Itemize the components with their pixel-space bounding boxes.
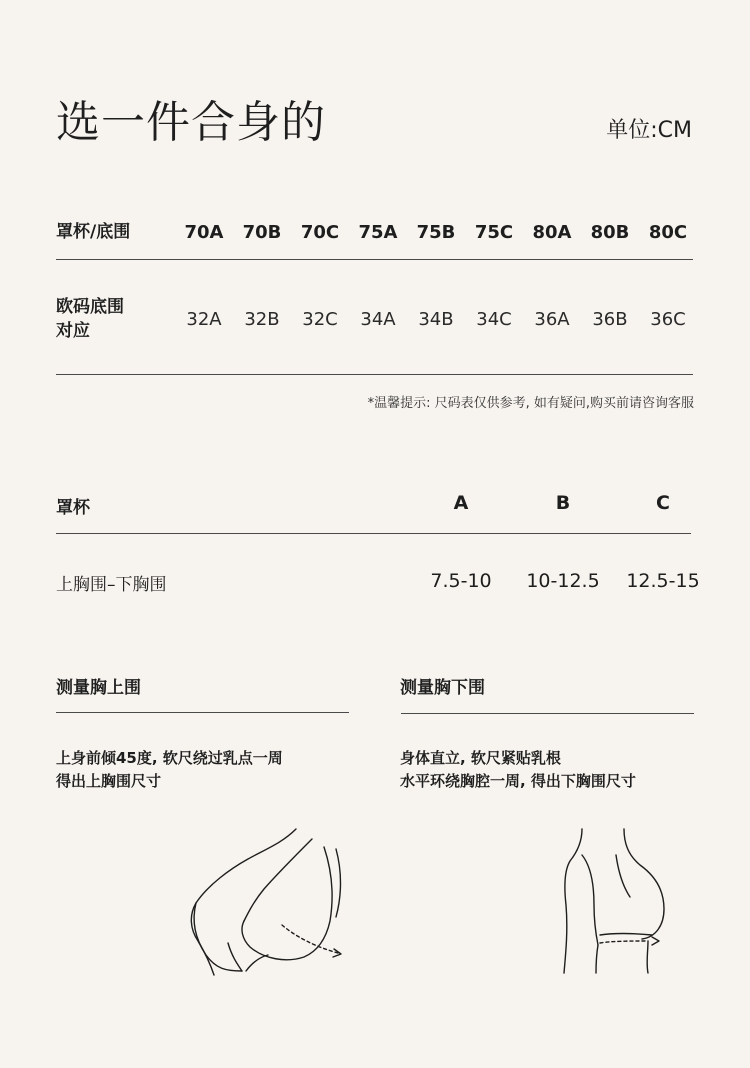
- divider: [56, 374, 693, 375]
- size-row-cup-band: [56, 220, 696, 244]
- size-cell: 36A: [534, 308, 570, 330]
- divider: [56, 712, 349, 713]
- measure-lower-title: 测量胸下围: [400, 678, 485, 698]
- cup-header-c: C: [656, 492, 670, 514]
- size-cell: 70C: [300, 221, 340, 243]
- cup-header-a: A: [453, 492, 469, 514]
- desc-line: 得出上胸围尺寸: [56, 772, 162, 790]
- size-cell: 34C: [476, 308, 512, 330]
- cup-row-label: 上胸围–下胸围: [56, 575, 167, 595]
- size-cell: 34A: [360, 308, 396, 330]
- size-cell: 36B: [592, 308, 628, 330]
- bust-contour: [624, 829, 664, 939]
- desc-line: 上身前倾45度, 软尺绕过乳点一周: [56, 749, 283, 767]
- size-row-eu-band: [56, 295, 696, 343]
- cup-value-c: 12.5-15: [626, 570, 700, 592]
- size-cell: 70B: [242, 221, 282, 243]
- measure-upper-title: 测量胸上围: [56, 678, 141, 698]
- row-label-cup-band: 罩杯/底围: [56, 222, 131, 242]
- size-cell: 32A: [186, 308, 222, 330]
- arrow-icon: [652, 937, 659, 945]
- size-cell: 75A: [358, 221, 398, 243]
- row-label-eu-band: [56, 295, 178, 343]
- back-contour: [191, 829, 296, 975]
- desc-line: 水平环绕胸腔一周, 得出下胸围尺寸: [400, 772, 636, 790]
- size-cell: 36C: [650, 308, 686, 330]
- page-title: 选一件合身的: [56, 97, 326, 148]
- back-contour: [564, 829, 582, 973]
- size-note: *温馨提示: 尺码表仅供参考, 如有疑问,购买前请咨询客服: [367, 396, 694, 411]
- tape-line: [282, 925, 338, 953]
- size-cell: 32B: [244, 308, 280, 330]
- desc-line: 身体直立, 软尺紧贴乳根: [400, 749, 561, 767]
- arm-contour: [582, 855, 598, 945]
- size-cell: 80B: [590, 221, 630, 243]
- upper-bust-illustration: [186, 825, 356, 980]
- measure-lower-desc: [400, 747, 636, 793]
- divider: [56, 533, 691, 534]
- cup-header-label: 罩杯: [56, 498, 90, 518]
- size-cell: 75C: [474, 221, 514, 243]
- cup-value-a: 7.5-10: [430, 570, 492, 592]
- cup-value-b: 10-12.5: [526, 570, 600, 592]
- size-cell: 32C: [302, 308, 338, 330]
- cup-header-b: B: [555, 492, 571, 514]
- divider: [401, 713, 694, 714]
- row-label-line: 欧码底围: [56, 297, 124, 317]
- row-label-line: 对应: [56, 321, 90, 341]
- size-cell: 80A: [532, 221, 572, 243]
- under-bust-illustration: [556, 825, 676, 975]
- size-cell: 80C: [648, 221, 688, 243]
- measure-upper-desc: [56, 747, 283, 793]
- size-cell: 70A: [184, 221, 224, 243]
- size-cell: 75B: [416, 221, 456, 243]
- tape-line: [600, 941, 646, 943]
- divider: [56, 259, 693, 260]
- size-cell: 34B: [418, 308, 454, 330]
- unit-label: 单位:CM: [606, 118, 692, 143]
